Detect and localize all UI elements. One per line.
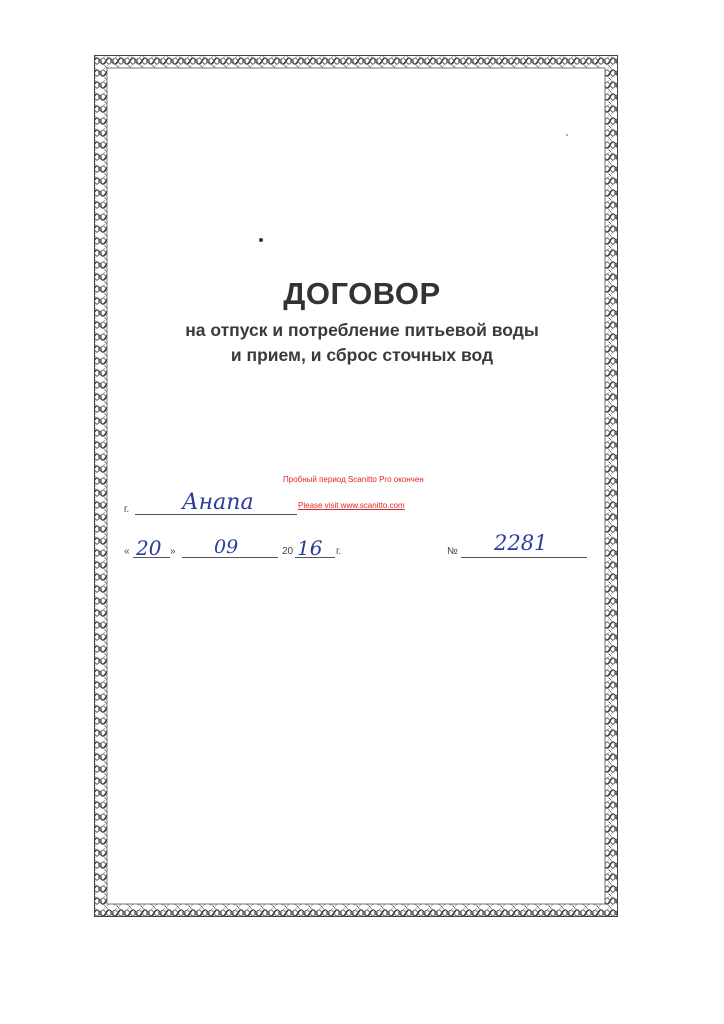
trial-watermark-link: Please visit www.scanitto.com [298,501,405,510]
document-title: ДОГОВОР [283,276,441,311]
city-handwritten: Анапа [182,490,254,515]
trial-watermark-line1: Пробный период Scanitto Pro окончен [283,475,424,484]
scan-speck [259,238,263,242]
date-close-quote: » [170,546,176,557]
city-prefix: г. [124,504,130,515]
date-month-handwritten: 09 [214,536,239,558]
scan-speck [566,134,568,136]
document-subtitle-line1: на отпуск и потребление питьевой воды [185,320,539,340]
ornamental-border [94,55,618,917]
number-label: № [447,546,458,557]
date-year-prefix: 20 [282,546,294,557]
date-year-handwritten: 16 [297,536,323,560]
date-open-quote: « [124,546,130,557]
date-day-handwritten: 20 [136,536,162,560]
document-subtitle-line2: и прием, и сброс сточных вод [230,345,494,365]
number-handwritten: 2281 [494,531,548,555]
date-year-unit: г. [336,546,342,557]
number-underline [461,557,587,558]
